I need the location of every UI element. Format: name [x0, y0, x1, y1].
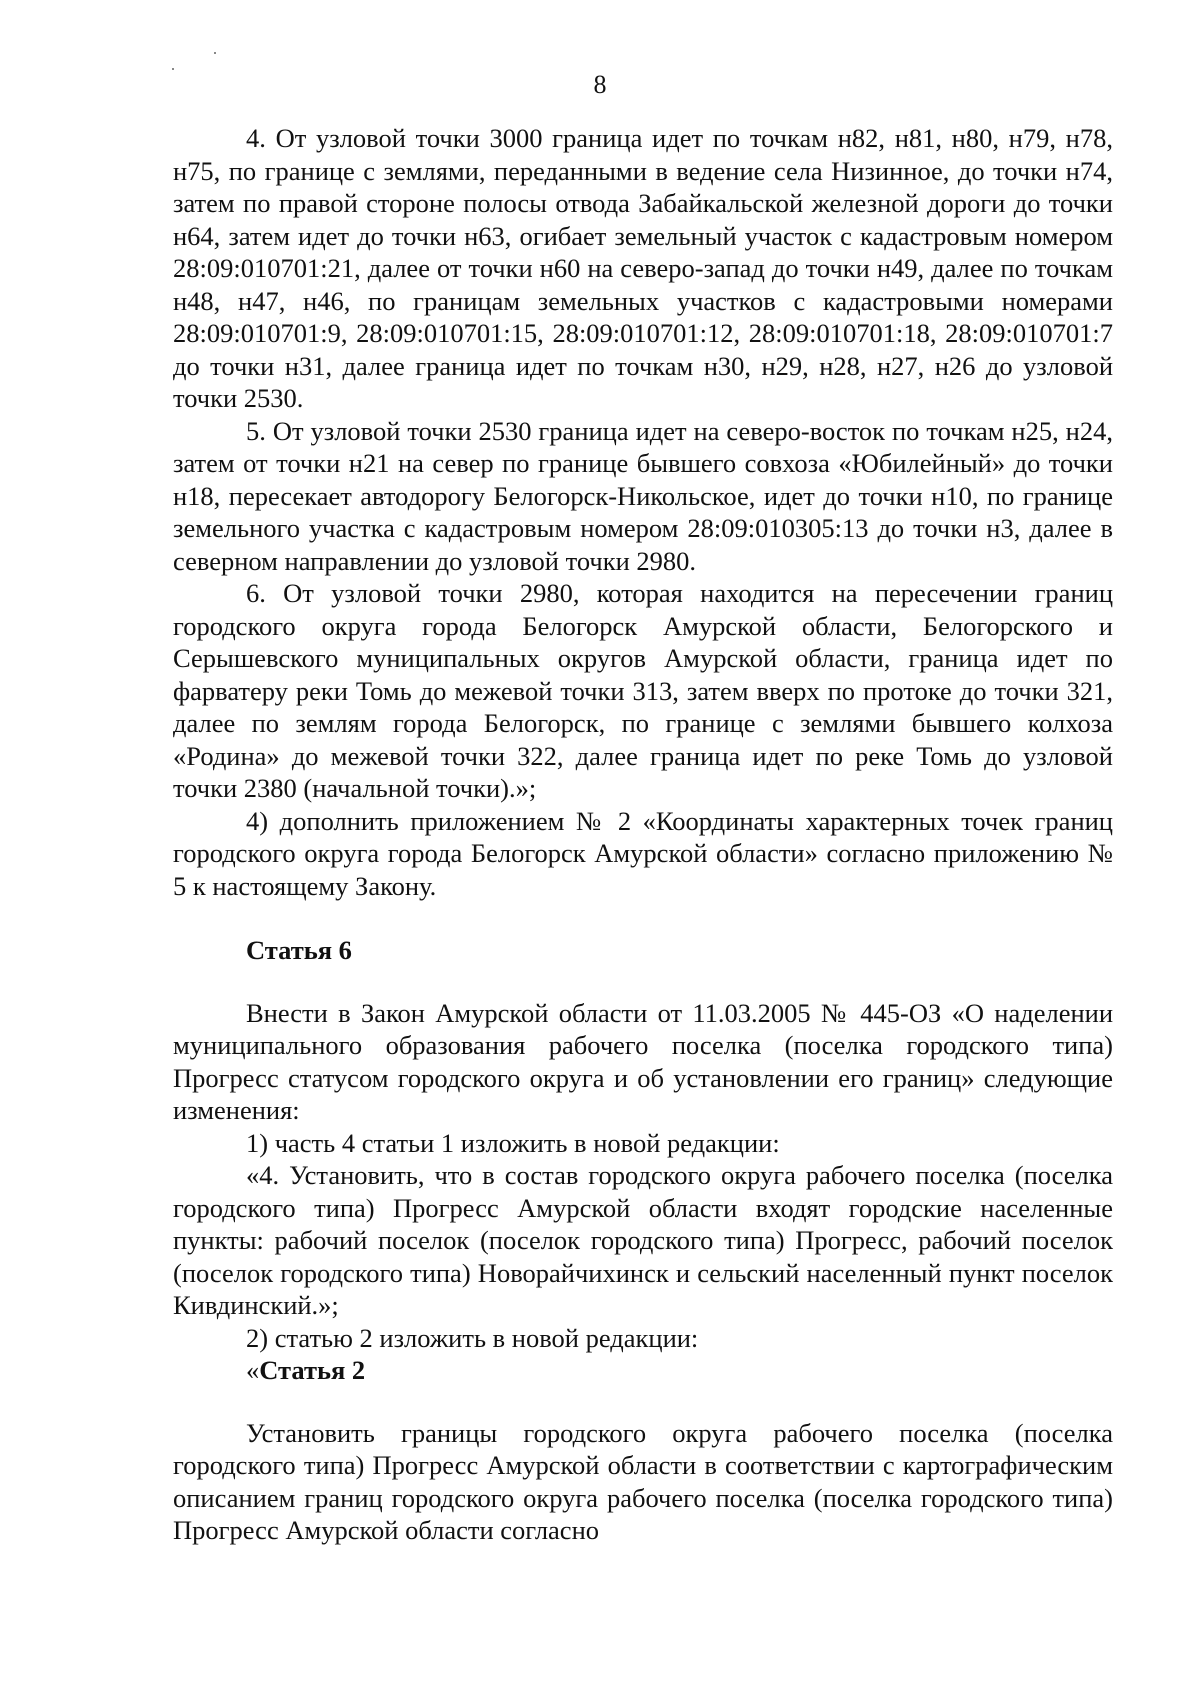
paragraph: «4. Установить, что в состав городского округа рабочего поселка (поселка городского типа) Прогресс Амурской области входят городские населенные пункты: рабочий поселок (поселок городского типа) Прогресс, рабочий поселок (поселок городского типа) Новорайчихинск и сельский населенный пункт поселок Кивдинский.»;: [173, 1160, 1113, 1320]
document-body: [173, 122, 1113, 1547]
inline-article-heading-text: Статья 2: [259, 1355, 366, 1385]
scan-speck: [214, 52, 216, 54]
paragraph: 1) часть 4 статьи 1 изложить в новой редакции:: [246, 1127, 780, 1158]
page-number: 8: [593, 70, 607, 99]
article-heading: Статья 6: [246, 935, 352, 965]
paragraph: 5. От узловой точки 2530 граница идет на северо-восток по точкам н25, н24, затем от точки н21 на север по границе бывшего совхоза «Юбилейный» до точки н18, пересекает автодорогу Белогорск-Никольское, идет до точки н10, по границе земельного участка с кадастровым номером 28:09:010305:13 до точки н3, далее в северном направлении до узловой точки 2980.: [173, 415, 1113, 576]
paragraph: 2) статью 2 изложить в новой редакции:: [246, 1322, 699, 1353]
inline-article-heading: [173, 1354, 1113, 1387]
paragraph: Установить границы городского округа рабочего поселка (поселка городского типа) Прогресс Амурской области в соответствии с картографическим описанием границ городского округа рабочего поселка (поселка городского типа) Прогресс Амурской области согласно: [173, 1417, 1113, 1545]
paragraph: 4) дополнить приложением № 2 «Координаты характерных точек границ городского округа города Белогорск Амурской области» согласно приложению № 5 к настоящему Закону.: [173, 805, 1113, 901]
opening-quote: «: [246, 1355, 260, 1385]
paragraph: 6. От узловой точки 2980, которая находится на пересечении границ городского округа города Белогорск Амурской области, Белогорского и Серышевского муниципальных округов Амурской области, граница идет по фарватеру реки Томь до межевой точки 313, затем вверх по протоке до точки 321, далее по землям города Белогорск, по границе с землями бывшего колхоза «Родина» до межевой точки 322, далее граница идет по реке Томь до узловой точки 2380 (начальной точки).»;: [173, 578, 1113, 803]
paragraph: Внести в Закон Амурской области от 11.03.2005 № 445-ОЗ «О наделении муниципального образования рабочего поселка (поселка городского типа) Прогресс статусом городского округа и об установлении его границ» следующие изменения:: [173, 997, 1113, 1125]
paragraph: 4. От узловой точки 3000 граница идет по точкам н82, н81, н80, н79, н78, н75, по границе с землями, переданными в ведение села Низинное, до точки н74, затем по правой стороне полосы отвода Забайкальской железной дороги до точки н64, затем идет до точки н63, огибает земельный участок с кадастровым номером 28:09:010701:21, далее от точки н60 на северо-запад до точки н49, далее по точкам н48, н47, н46, по границам земельных участков с кадастровыми номерами 28:09:010701:9, 28:09:010701:15, 28:09:010701:12, 28:09:010701:18, 28:09:010701:7 до точки н31, далее граница идет по точкам н30, н29, н28, н27, н26 до узловой точки 2530.: [173, 123, 1113, 413]
